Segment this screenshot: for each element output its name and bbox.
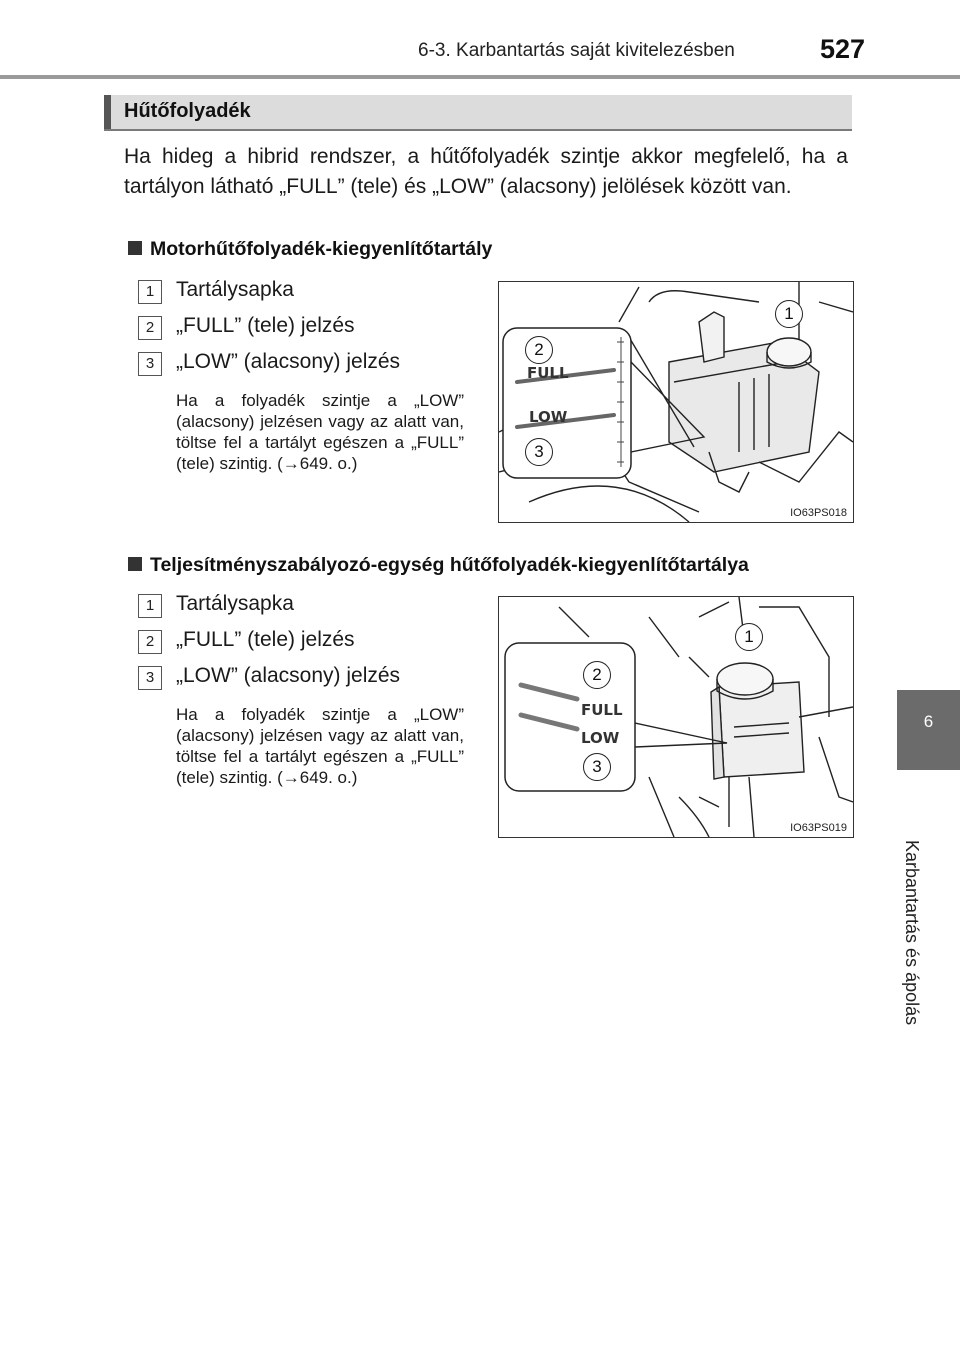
item-label: „LOW” (alacsony) jelzés bbox=[176, 664, 401, 687]
low-mark-text: LOW bbox=[529, 408, 568, 426]
reservoir-illustration bbox=[499, 597, 853, 837]
square-bullet-icon bbox=[128, 241, 142, 255]
page-number: 527 bbox=[820, 34, 866, 64]
square-bullet-icon bbox=[128, 557, 142, 571]
figure-code: IO63PS018 bbox=[790, 507, 847, 519]
section-title: Hűtőfolyadék bbox=[124, 100, 251, 122]
note-paragraph: Ha a folyadék szintje a „LOW” (alacsony) jelzésen vagy az alatt van, töltse fel a tartályt egészen a „FULL” (tele) szintig. (→649. o.) bbox=[176, 391, 464, 473]
chapter-tab bbox=[897, 690, 960, 770]
item-label: Tartálysapka bbox=[176, 592, 294, 615]
item-number: 2 bbox=[138, 630, 162, 654]
note-paragraph: Ha a folyadék szintje a „LOW” (alacsony) jelzésen vagy az alatt van, töltse fel a tartályt egészen a „FULL” (tele) szintig. (→649. o.) bbox=[176, 705, 464, 787]
low-mark-text: LOW bbox=[581, 729, 620, 747]
item-number: 1 bbox=[138, 594, 162, 618]
subheading-engine-coolant bbox=[128, 238, 492, 261]
item-number: 3 bbox=[138, 666, 162, 690]
figure-pcu-coolant-reservoir bbox=[498, 596, 854, 838]
subheading-text: Motorhűtőfolyadék-kiegyenlítőtartály bbox=[150, 238, 493, 260]
item-number: 3 bbox=[138, 352, 162, 376]
section-heading bbox=[104, 95, 852, 129]
figure-code: IO63PS019 bbox=[790, 822, 847, 834]
chapter-title-vertical: Karbantartás és ápolás bbox=[902, 840, 922, 1026]
running-header-section: 6-3. Karbantartás saját kivitelezésben bbox=[418, 40, 735, 61]
subheading-pcu-coolant bbox=[128, 554, 749, 577]
full-mark-text: FULL bbox=[581, 701, 623, 719]
item-number: 2 bbox=[138, 316, 162, 340]
callout-3: 3 bbox=[525, 438, 553, 466]
item-label: „FULL” (tele) jelzés bbox=[176, 628, 355, 651]
item-label: „FULL” (tele) jelzés bbox=[176, 314, 355, 337]
item-label: Tartálysapka bbox=[176, 278, 294, 301]
header-rule bbox=[0, 75, 960, 79]
item-label: „LOW” (alacsony) jelzés bbox=[176, 350, 401, 373]
zoom-inset bbox=[503, 328, 631, 478]
callout-1: 1 bbox=[775, 300, 803, 328]
item-number: 1 bbox=[138, 280, 162, 304]
figure-engine-coolant-reservoir bbox=[498, 281, 854, 523]
callout-3: 3 bbox=[583, 753, 611, 781]
intro-paragraph: Ha hideg a hibrid rendszer, a hűtőfolyadék szintje akkor megfelelő, ha a tartályon látható „FULL” (tele) és „LOW” (alacsony) jelölések között van. bbox=[124, 145, 848, 198]
callout-1: 1 bbox=[735, 623, 763, 651]
chapter-number: 6 bbox=[923, 712, 934, 731]
callout-2: 2 bbox=[525, 336, 553, 364]
section-heading-rule bbox=[104, 129, 852, 131]
subheading-text: Teljesítményszabályozó-egység hűtőfolyadék-kiegyenlítőtartálya bbox=[150, 554, 749, 576]
section-heading-bar bbox=[104, 95, 111, 129]
full-mark-text: FULL bbox=[527, 364, 569, 382]
callout-2: 2 bbox=[583, 661, 611, 689]
